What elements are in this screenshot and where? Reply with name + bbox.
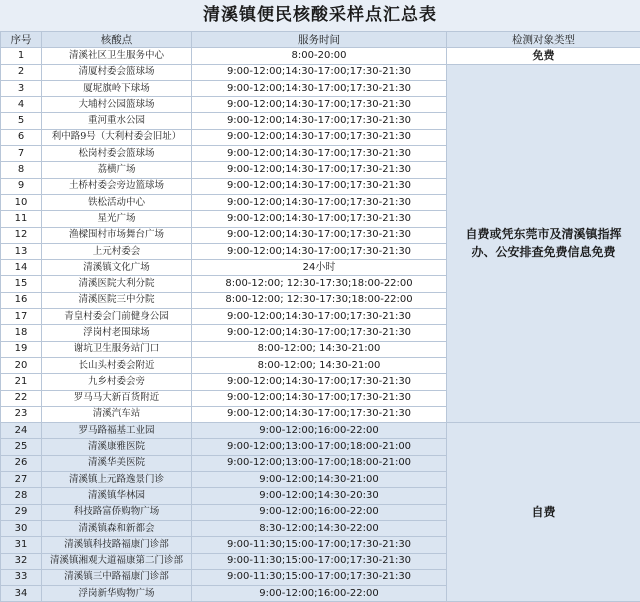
service-time: 8:00-12:00; 12:30-17:30;18:00-22:00 (192, 292, 447, 308)
row-number: 9 (1, 178, 42, 194)
row-number: 17 (1, 309, 42, 325)
site-name: 清溪镇文化广场 (42, 260, 192, 276)
service-time: 24小时 (192, 260, 447, 276)
type-self-pay-cell: 自费 (447, 423, 640, 602)
site-name: 利中路9号（大利村委会旧址） (42, 129, 192, 145)
service-time: 9:00-12:00;14:30-17:00;17:30-21:30 (192, 211, 447, 227)
site-name: 谢坑卫生服务站门口 (42, 341, 192, 357)
row-number: 31 (1, 537, 42, 553)
row-number: 5 (1, 113, 42, 129)
site-name: 清溪华美医院 (42, 455, 192, 471)
service-time: 9:00-12:00;14:30-17:00;17:30-21:30 (192, 390, 447, 406)
site-name: 长山头村委会附近 (42, 357, 192, 373)
site-name: 罗马马大新百货附近 (42, 390, 192, 406)
type-conditional-cell: 自费或凭东莞市及清溪镇指挥办、公安排查免费信息免费 (447, 64, 640, 423)
site-name: 重河重水公园 (42, 113, 192, 129)
service-time: 8:30-12:00;14:30-22:00 (192, 520, 447, 536)
site-name: 清溪镇三中路福康门诊部 (42, 569, 192, 585)
site-name: 清溪社区卫生服务中心 (42, 48, 192, 64)
row-number: 30 (1, 520, 42, 536)
service-time: 9:00-12:00;14:30-17:00;17:30-21:30 (192, 97, 447, 113)
service-time: 9:00-12:00;14:30-17:00;17:30-21:30 (192, 80, 447, 96)
site-name: 铁松活动中心 (42, 194, 192, 210)
site-name: 浮岗村老围球场 (42, 325, 192, 341)
row-number: 19 (1, 341, 42, 357)
site-name: 大埔村公园篮球场 (42, 97, 192, 113)
service-time: 9:00-12:00;13:00-17:00;18:00-21:00 (192, 455, 447, 471)
service-time: 9:00-12:00;14:30-17:00;17:30-21:30 (192, 406, 447, 422)
row-number: 14 (1, 260, 42, 276)
row-number: 10 (1, 194, 42, 210)
row-number: 24 (1, 423, 42, 439)
table-row (1, 48, 640, 64)
table-body (1, 48, 640, 602)
row-number: 1 (1, 48, 42, 64)
service-time: 9:00-11:30;15:00-17:00;17:30-21:30 (192, 537, 447, 553)
service-time: 9:00-12:00;16:00-22:00 (192, 586, 447, 602)
service-time: 8:00-12:00; 12:30-17:30;18:00-22:00 (192, 276, 447, 292)
site-name: 松岗村委会篮球场 (42, 146, 192, 162)
site-name: 渔樑围村市场舞台广场 (42, 227, 192, 243)
header-site: 核酸点 (42, 32, 192, 48)
service-time: 9:00-12:00;14:30-17:00;17:30-21:30 (192, 227, 447, 243)
site-name: 浮岗新华购物广场 (42, 586, 192, 602)
service-time: 9:00-12:00;14:30-17:00;17:30-21:30 (192, 129, 447, 145)
site-name: 清溪镇华林园 (42, 488, 192, 504)
row-number: 2 (1, 64, 42, 80)
service-time: 9:00-12:00;14:30-17:00;17:30-21:30 (192, 146, 447, 162)
site-name: 清溪汽车站 (42, 406, 192, 422)
service-time: 9:00-11:30;15:00-17:00;17:30-21:30 (192, 553, 447, 569)
row-number: 6 (1, 129, 42, 145)
table-row (1, 423, 640, 439)
header-time: 服务时间 (192, 32, 447, 48)
site-name: 清厦村委会篮球场 (42, 64, 192, 80)
row-number: 25 (1, 439, 42, 455)
site-name: 厦坭旗岭下球场 (42, 80, 192, 96)
row-number: 4 (1, 97, 42, 113)
row-number: 8 (1, 162, 42, 178)
site-name: 清溪镇湘观大道福康第二门诊部 (42, 553, 192, 569)
row-number: 3 (1, 80, 42, 96)
service-time: 9:00-12:00;14:30-17:00;17:30-21:30 (192, 64, 447, 80)
table-row (1, 64, 640, 80)
site-name: 罗马路福基工业园 (42, 423, 192, 439)
row-number: 21 (1, 374, 42, 390)
row-number: 7 (1, 146, 42, 162)
service-time: 9:00-12:00;14:30-17:00;17:30-21:30 (192, 162, 447, 178)
header-no: 序号 (1, 32, 42, 48)
service-time: 9:00-11:30;15:00-17:00;17:30-21:30 (192, 569, 447, 585)
header-type: 检测对象类型 (447, 32, 640, 48)
row-number: 20 (1, 357, 42, 373)
row-number: 27 (1, 472, 42, 488)
service-time: 9:00-12:00;16:00-22:00 (192, 504, 447, 520)
type-free-cell: 免费 (447, 48, 640, 64)
row-number: 11 (1, 211, 42, 227)
service-time: 8:00-20:00 (192, 48, 447, 64)
service-time: 9:00-12:00;14:30-17:00;17:30-21:30 (192, 194, 447, 210)
row-number: 22 (1, 390, 42, 406)
service-time: 9:00-12:00;14:30-17:00;17:30-21:30 (192, 325, 447, 341)
row-number: 13 (1, 243, 42, 259)
row-number: 28 (1, 488, 42, 504)
service-time: 9:00-12:00;14:30-17:00;17:30-21:30 (192, 309, 447, 325)
service-time: 9:00-12:00;14:30-17:00;17:30-21:30 (192, 243, 447, 259)
row-number: 29 (1, 504, 42, 520)
service-time: 9:00-12:00;14:30-17:00;17:30-21:30 (192, 113, 447, 129)
row-number: 15 (1, 276, 42, 292)
site-name: 清溪医院三中分院 (42, 292, 192, 308)
site-name: 青皇村委会门前健身公园 (42, 309, 192, 325)
site-name: 清溪镇科技路福康门诊部 (42, 537, 192, 553)
site-name: 科技路富侨购物广场 (42, 504, 192, 520)
service-time: 9:00-12:00;14:30-21:00 (192, 472, 447, 488)
service-time: 8:00-12:00; 14:30-21:00 (192, 357, 447, 373)
site-name: 九乡村委会旁 (42, 374, 192, 390)
page-title: 清溪镇便民核酸采样点汇总表 (0, 0, 640, 32)
row-number: 23 (1, 406, 42, 422)
row-number: 16 (1, 292, 42, 308)
row-number: 12 (1, 227, 42, 243)
site-name: 清溪镇上元路逸景门诊 (42, 472, 192, 488)
site-name: 清溪康雅医院 (42, 439, 192, 455)
row-number: 18 (1, 325, 42, 341)
site-name: 清溪医院大利分院 (42, 276, 192, 292)
sampling-site-table (0, 31, 640, 602)
service-time: 9:00-12:00;14:30-17:00;17:30-21:30 (192, 374, 447, 390)
service-time: 9:00-12:00;13:00-17:00;18:00-21:00 (192, 439, 447, 455)
row-number: 32 (1, 553, 42, 569)
site-name: 清溪镇森和新都会 (42, 520, 192, 536)
site-name: 星光广场 (42, 211, 192, 227)
row-number: 33 (1, 569, 42, 585)
service-time: 9:00-12:00;14:30-17:00;17:30-21:30 (192, 178, 447, 194)
row-number: 26 (1, 455, 42, 471)
site-name: 土桥村委会旁边篮球场 (42, 178, 192, 194)
service-time: 8:00-12:00; 14:30-21:00 (192, 341, 447, 357)
service-time: 9:00-12:00;16:00-22:00 (192, 423, 447, 439)
site-name: 上元村委会 (42, 243, 192, 259)
site-name: 荔横广场 (42, 162, 192, 178)
service-time: 9:00-12:00;14:30-20:30 (192, 488, 447, 504)
header-row (1, 32, 640, 48)
row-number: 34 (1, 586, 42, 602)
